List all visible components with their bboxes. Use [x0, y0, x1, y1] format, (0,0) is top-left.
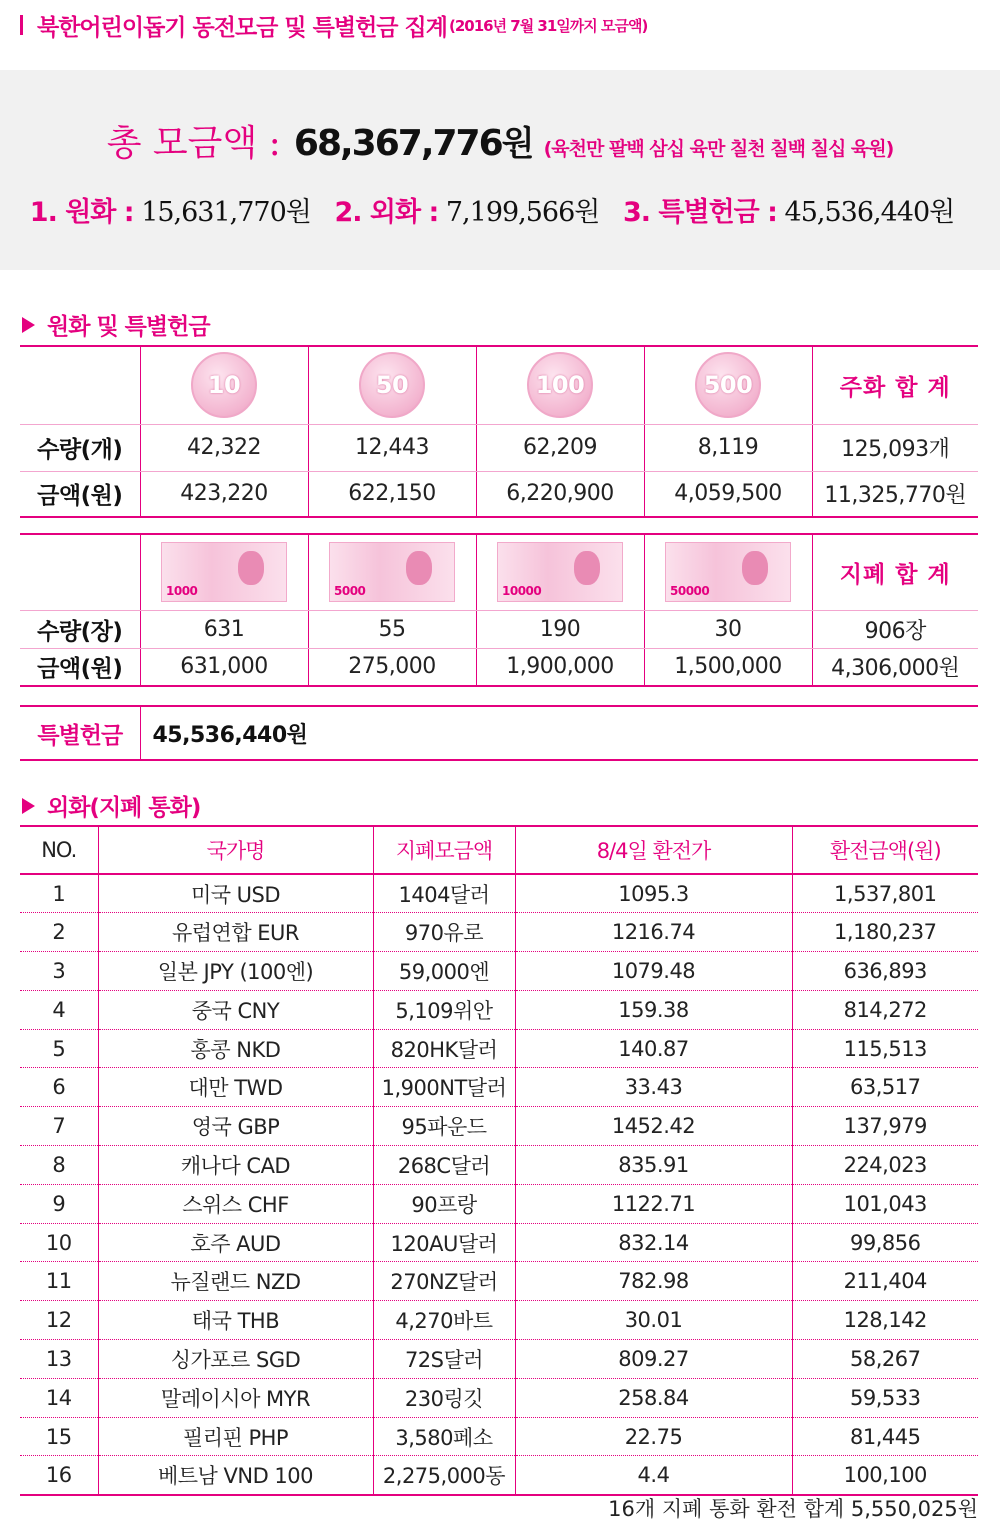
fx-header-rate: 8/4일 환전가 — [515, 826, 792, 874]
fx-cell-krw: 224,023 — [792, 1146, 978, 1185]
banknote-image-row — [20, 534, 978, 610]
fx-cell-country: 유럽연합 EUR — [98, 913, 373, 952]
fx-cell-rate: 140.87 — [515, 1029, 792, 1068]
fx-cell-krw: 1,180,237 — [792, 913, 978, 952]
fx-cell-no: 3 — [20, 952, 98, 991]
fx-header-country: 국가명 — [98, 826, 373, 874]
fx-cell-amount: 90프랑 — [373, 1184, 515, 1223]
summary-panel — [0, 70, 1000, 270]
fx-cell-rate: 1216.74 — [515, 913, 792, 952]
fx-cell-amount: 270NZ달러 — [373, 1262, 515, 1301]
fx-header-krw: 환전금액(원) — [792, 826, 978, 874]
fx-cell-rate: 835.91 — [515, 1146, 792, 1185]
banknote-10000-icon: 10000 — [497, 542, 623, 602]
fx-cell-krw: 636,893 — [792, 952, 978, 991]
table-row — [20, 1146, 978, 1185]
fx-cell-country: 캐나다 CAD — [98, 1146, 373, 1185]
fx-cell-amount: 970유로 — [373, 913, 515, 952]
fx-cell-amount: 1,900NT달러 — [373, 1068, 515, 1107]
table-row — [20, 913, 978, 952]
banknote-amount-row — [20, 648, 978, 686]
coin-qty-cell: 12,443 — [308, 424, 476, 471]
table-row — [20, 1378, 978, 1417]
coin-qty-total: 125,093개 — [812, 424, 978, 471]
coin-qty-label: 수량(개) — [20, 424, 140, 471]
fx-cell-no: 2 — [20, 913, 98, 952]
banknote-5000-icon: 5000 — [329, 542, 455, 602]
table-row — [20, 1068, 978, 1107]
fx-cell-amount: 59,000엔 — [373, 952, 515, 991]
fx-cell-country: 싱가포르 SGD — [98, 1340, 373, 1379]
fx-cell-amount: 3,580페소 — [373, 1417, 515, 1456]
section-heading-krw — [22, 308, 210, 341]
breakdown-krw-label: 1. 원화 : — [29, 197, 134, 228]
fx-cell-amount: 268C달러 — [373, 1146, 515, 1185]
coin-amount-cell: 4,059,500 — [644, 471, 812, 517]
fx-header-amount: 지폐모금액 — [373, 826, 515, 874]
coin-10-icon: 10 — [191, 352, 257, 418]
fx-cell-rate: 1452.42 — [515, 1107, 792, 1146]
coin-table — [20, 345, 978, 518]
table-row — [20, 990, 978, 1029]
fx-cell-krw: 814,272 — [792, 990, 978, 1029]
fx-cell-rate: 159.38 — [515, 990, 792, 1029]
coin-qty-cell: 42,322 — [140, 424, 308, 471]
fx-cell-krw: 59,533 — [792, 1378, 978, 1417]
fx-cell-country: 태국 THB — [98, 1301, 373, 1340]
fx-cell-krw: 99,856 — [792, 1223, 978, 1262]
banknote-cell — [476, 534, 644, 610]
breakdown-special-value: 45,536,440원 — [784, 197, 955, 228]
fx-cell-country: 대만 TWD — [98, 1068, 373, 1107]
section-heading-fx — [22, 789, 200, 822]
breakdown-fx-value: 7,199,566원 — [445, 197, 600, 228]
banknote-amount-label: 금액(원) — [20, 648, 140, 686]
fx-cell-country: 일본 JPY (100엔) — [98, 952, 373, 991]
banknote-cell — [308, 534, 476, 610]
fx-cell-amount: 72S달러 — [373, 1340, 515, 1379]
banknote-qty-cell: 30 — [644, 610, 812, 648]
coin-qty-row — [20, 424, 978, 471]
coin-amount-total: 11,325,770원 — [824, 483, 967, 509]
fx-cell-rate: 1122.71 — [515, 1184, 792, 1223]
banknote-qty-cell: 631 — [140, 610, 308, 648]
fx-cell-no: 16 — [20, 1456, 98, 1495]
fx-cell-no: 14 — [20, 1378, 98, 1417]
fx-cell-no: 9 — [20, 1184, 98, 1223]
breakdown-line — [0, 190, 1000, 229]
table-row — [20, 1184, 978, 1223]
fx-cell-rate: 1095.3 — [515, 874, 792, 913]
table-row — [20, 1301, 978, 1340]
fx-cell-no: 5 — [20, 1029, 98, 1068]
special-offering-value: 45,536,440원 — [152, 722, 308, 748]
breakdown-fx-label: 2. 외화 : — [334, 197, 439, 228]
fx-cell-no: 12 — [20, 1301, 98, 1340]
fx-cell-no: 6 — [20, 1068, 98, 1107]
table-row — [20, 1417, 978, 1456]
fx-cell-country: 중국 CNY — [98, 990, 373, 1029]
banknote-qty-label: 수량(장) — [20, 610, 140, 648]
fx-cell-rate: 4.4 — [515, 1456, 792, 1495]
fx-cell-krw: 63,517 — [792, 1068, 978, 1107]
title-marker — [20, 15, 23, 35]
banknote-qty-row — [20, 610, 978, 648]
fx-body — [20, 874, 978, 1495]
fx-cell-country: 호주 AUD — [98, 1223, 373, 1262]
fx-cell-rate: 30.01 — [515, 1301, 792, 1340]
coin-cell — [476, 346, 644, 424]
fx-cell-no: 11 — [20, 1262, 98, 1301]
fx-cell-country: 말레이시아 MYR — [98, 1378, 373, 1417]
fx-cell-rate: 33.43 — [515, 1068, 792, 1107]
empty-cell — [20, 346, 140, 424]
total-amount: 68,367,776 — [293, 123, 502, 164]
fx-cell-amount: 2,275,000동 — [373, 1456, 515, 1495]
fx-cell-krw: 128,142 — [792, 1301, 978, 1340]
fx-cell-rate: 22.75 — [515, 1417, 792, 1456]
fx-cell-no: 13 — [20, 1340, 98, 1379]
banknote-table — [20, 533, 978, 687]
coin-qty-cell: 8,119 — [644, 424, 812, 471]
table-row — [20, 1340, 978, 1379]
total-line — [0, 115, 1000, 166]
coin-100-icon: 100 — [527, 352, 593, 418]
coin-50-icon: 50 — [359, 352, 425, 418]
fx-cell-amount: 820HK달러 — [373, 1029, 515, 1068]
special-offering-row — [20, 706, 978, 760]
fx-cell-country: 필리핀 PHP — [98, 1417, 373, 1456]
fx-cell-country: 스위스 CHF — [98, 1184, 373, 1223]
fx-cell-krw: 211,404 — [792, 1262, 978, 1301]
section-title-fx: 외화(지폐 통화) — [47, 795, 201, 821]
banknote-qty-cell: 55 — [308, 610, 476, 648]
total-unit: 원 — [501, 124, 535, 164]
total-words: (육천만 팔백 삼십 육만 칠천 칠백 칠십 육원) — [543, 138, 894, 160]
breakdown-krw-value: 15,631,770원 — [141, 197, 311, 228]
fx-grand-total: 16개 지폐 통화 환전 합계 5,550,025원 — [608, 1497, 978, 1521]
banknote-amount-cell: 1,500,000 — [644, 648, 812, 686]
foreign-currency-table — [20, 825, 978, 1496]
coin-total-label: 주화 합 계 — [812, 346, 978, 424]
table-row — [20, 1107, 978, 1146]
coin-amount-row — [20, 471, 978, 517]
portrait-icon — [574, 551, 600, 585]
banknote-qty-cell: 190 — [476, 610, 644, 648]
fx-cell-krw: 137,979 — [792, 1107, 978, 1146]
fx-cell-krw: 58,267 — [792, 1340, 978, 1379]
fx-cell-rate: 1079.48 — [515, 952, 792, 991]
portrait-icon — [238, 551, 264, 585]
special-offering-label: 특별헌금 — [20, 706, 140, 760]
fx-cell-no: 1 — [20, 874, 98, 913]
portrait-icon — [742, 551, 768, 585]
coin-qty-cell: 62,209 — [476, 424, 644, 471]
banknote-total-label: 지폐 합 계 — [812, 534, 978, 610]
table-row — [20, 1223, 978, 1262]
triangle-bullet-icon — [22, 798, 35, 814]
fx-header-row — [20, 826, 978, 874]
fx-cell-rate: 832.14 — [515, 1223, 792, 1262]
portrait-icon — [406, 551, 432, 585]
fx-cell-amount: 4,270바트 — [373, 1301, 515, 1340]
breakdown-special-label: 3. 특별헌금 : — [622, 197, 777, 228]
table-row — [20, 874, 978, 913]
fx-cell-no: 7 — [20, 1107, 98, 1146]
coin-amount-cell: 6,220,900 — [476, 471, 644, 517]
table-row — [20, 1029, 978, 1068]
fx-cell-no: 4 — [20, 990, 98, 1029]
page-title: 북한어린이돕기 동전모금 및 특별헌금 집계 — [37, 14, 447, 41]
fx-cell-no: 15 — [20, 1417, 98, 1456]
fx-cell-rate: 782.98 — [515, 1262, 792, 1301]
coin-image-row — [20, 346, 978, 424]
triangle-bullet-icon — [22, 317, 35, 333]
page-subtitle: (2016년 7월 31일까지 모금액) — [448, 16, 648, 35]
banknote-amount-cell: 631,000 — [140, 648, 308, 686]
banknote-amount-total: 4,306,000원 — [831, 656, 960, 682]
banknote-50000-icon: 50000 — [665, 542, 791, 602]
coin-amount-label: 금액(원) — [20, 471, 140, 517]
coin-cell — [140, 346, 308, 424]
special-offering-table — [20, 705, 978, 761]
fx-cell-country: 홍콩 NKD — [98, 1029, 373, 1068]
fx-cell-amount: 230링깃 — [373, 1378, 515, 1417]
total-label: 총 모금액 : — [106, 123, 281, 164]
fx-cell-country: 베트남 VND 100 — [98, 1456, 373, 1495]
fx-cell-country: 뉴질랜드 NZD — [98, 1262, 373, 1301]
fx-cell-krw: 101,043 — [792, 1184, 978, 1223]
fx-cell-krw: 1,537,801 — [792, 874, 978, 913]
coin-500-icon: 500 — [695, 352, 761, 418]
page-title-bar — [20, 10, 980, 40]
fx-cell-krw: 115,513 — [792, 1029, 978, 1068]
fx-cell-amount: 120AU달러 — [373, 1223, 515, 1262]
banknote-amount-cell: 1,900,000 — [476, 648, 644, 686]
banknote-qty-total: 906장 — [812, 610, 978, 648]
coin-amount-cell: 622,150 — [308, 471, 476, 517]
fx-cell-amount: 1404달러 — [373, 874, 515, 913]
empty-cell — [20, 534, 140, 610]
banknote-cell — [644, 534, 812, 610]
fx-cell-amount: 5,109위안 — [373, 990, 515, 1029]
table-row — [20, 952, 978, 991]
fx-cell-rate: 809.27 — [515, 1340, 792, 1379]
fx-cell-krw: 81,445 — [792, 1417, 978, 1456]
banknote-cell — [140, 534, 308, 610]
fx-cell-amount: 95파운드 — [373, 1107, 515, 1146]
fx-cell-country: 미국 USD — [98, 874, 373, 913]
fx-header-no: NO. — [20, 826, 98, 874]
banknote-1000-icon: 1000 — [161, 542, 287, 602]
fx-cell-krw: 100,100 — [843, 1463, 927, 1488]
coin-cell — [644, 346, 812, 424]
coin-amount-cell: 423,220 — [140, 471, 308, 517]
table-row — [20, 1456, 978, 1495]
section-title-krw: 원화 및 특별헌금 — [47, 314, 210, 340]
fx-cell-country: 영국 GBP — [98, 1107, 373, 1146]
fx-cell-rate: 258.84 — [515, 1378, 792, 1417]
banknote-amount-cell: 275,000 — [308, 648, 476, 686]
table-row — [20, 1262, 978, 1301]
fx-cell-no: 10 — [20, 1223, 98, 1262]
coin-cell — [308, 346, 476, 424]
fx-cell-no: 8 — [20, 1146, 98, 1185]
